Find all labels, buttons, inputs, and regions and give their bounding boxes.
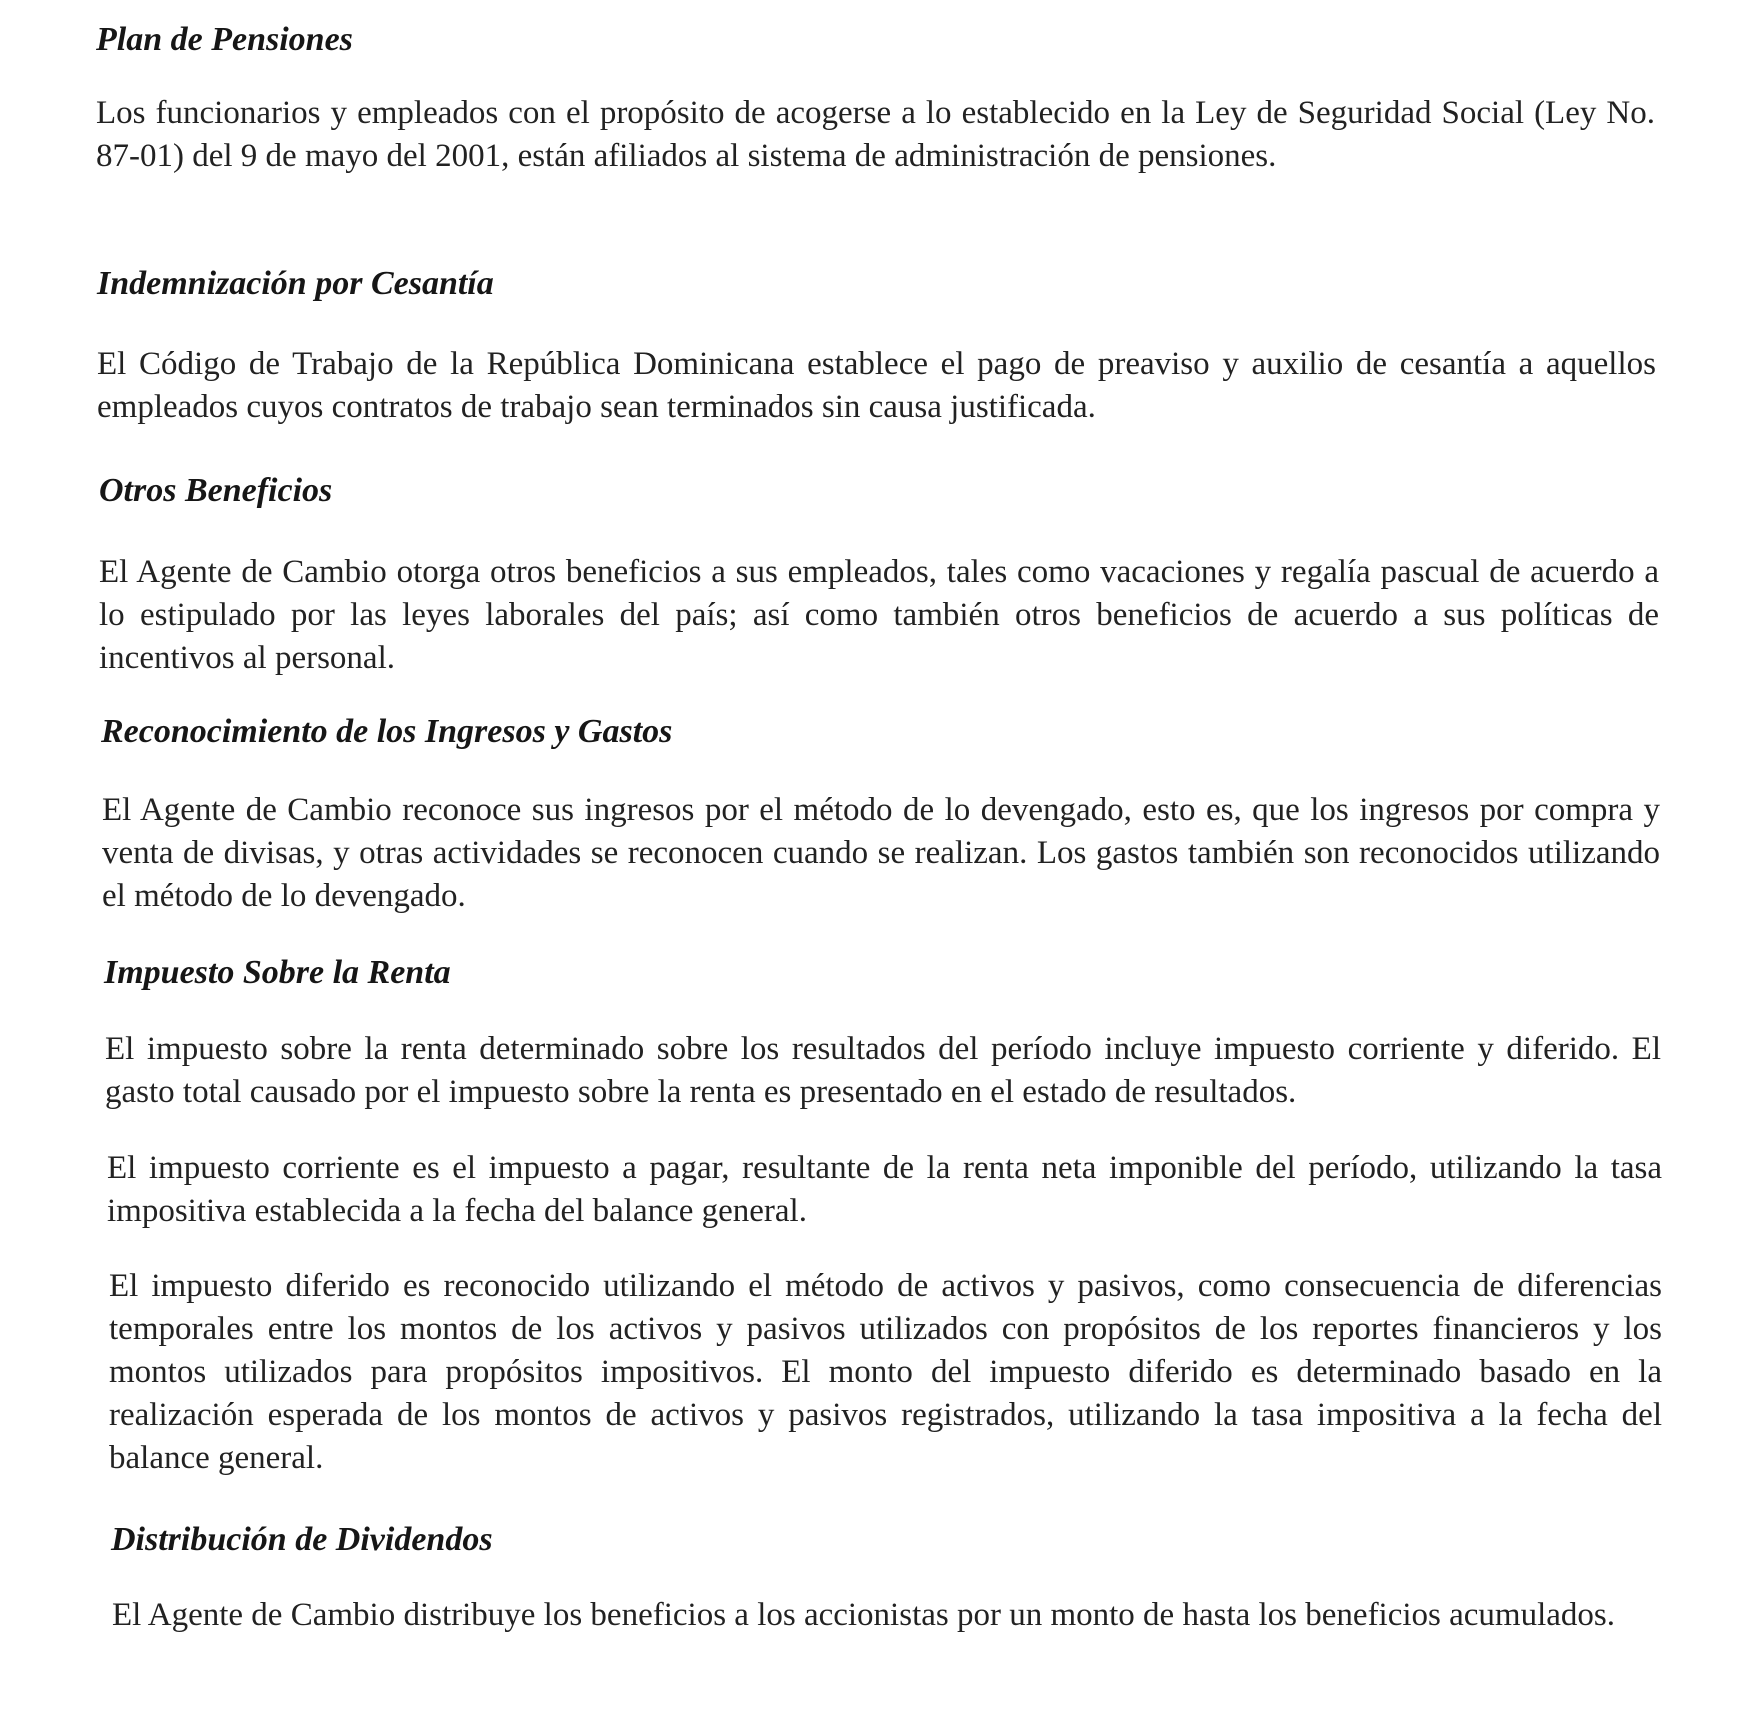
paragraph-impuesto-renta-1: El impuesto sobre la renta determinado sobre los resultados del período incluye impuesto corriente y diferido. El gasto total causado por el impuesto sobre la renta es presentado en el estado de resultados. — [105, 1031, 1661, 1110]
heading-plan-de-pensiones: Plan de Pensiones — [96, 21, 353, 58]
heading-otros-beneficios: Otros Beneficios — [99, 472, 333, 509]
heading-reconocimiento-ingresos-gastos: Reconocimiento de los Ingresos y Gastos — [101, 713, 673, 750]
paragraph-impuesto-renta-2: El impuesto corriente es el impuesto a pagar, resultante de la renta neta imponible del período, utilizando la tasa impositiva establecida a la fecha del balance general. — [107, 1150, 1662, 1229]
paragraph-otros-beneficios: El Agente de Cambio otorga otros beneficios a sus empleados, tales como vacaciones y regalía pascual de acuerdo a lo estipulado por las leyes laborales del país; así como también otros beneficios de acuerdo a sus políticas de incentivos al personal. — [99, 554, 1659, 676]
paragraph-distribucion-de-dividendos: El Agente de Cambio distribuye los beneficios a los accionistas por un monto de hasta los beneficios acumulados. — [112, 1597, 1615, 1633]
heading-indemnizacion-por-cesantia: Indemnización por Cesantía — [97, 265, 494, 302]
paragraph-reconocimiento-ingresos-gastos: El Agente de Cambio reconoce sus ingresos por el método de lo devengado, esto es, que los ingresos por compra y venta de divisas, y otras actividades se reconocen cuando se realizan. Los gastos también son reconocidos utilizando el método de lo devengado. — [102, 792, 1660, 914]
paragraph-impuesto-renta-3: El impuesto diferido es reconocido utilizando el método de activos y pasivos, como consecuencia de diferencias temporales entre los montos de los activos y pasivos utilizados con propósitos de los reportes financieros y los montos utilizados para propósitos impositivos. El monto del impuesto diferido es determinado basado en la realización esperada de los montos de activos y pasivos registrados, utilizando la tasa impositiva a la fecha del balance general. — [109, 1268, 1662, 1476]
heading-distribucion-de-dividendos: Distribución de Dividendos — [111, 1521, 493, 1558]
heading-impuesto-sobre-la-renta: Impuesto Sobre la Renta — [104, 954, 451, 991]
paragraph-plan-de-pensiones: Los funcionarios y empleados con el propósito de acogerse a lo establecido en la Ley de Seguridad Social (Ley No. 87-01) del 9 de mayo del 2001, están afiliados al sistema de administración de pensiones. — [96, 95, 1655, 174]
paragraph-indemnizacion-por-cesantia: El Código de Trabajo de la República Dominicana establece el pago de preaviso y auxilio de cesantía a aquellos empleados cuyos contratos de trabajo sean terminados sin causa justificada. — [97, 346, 1656, 425]
